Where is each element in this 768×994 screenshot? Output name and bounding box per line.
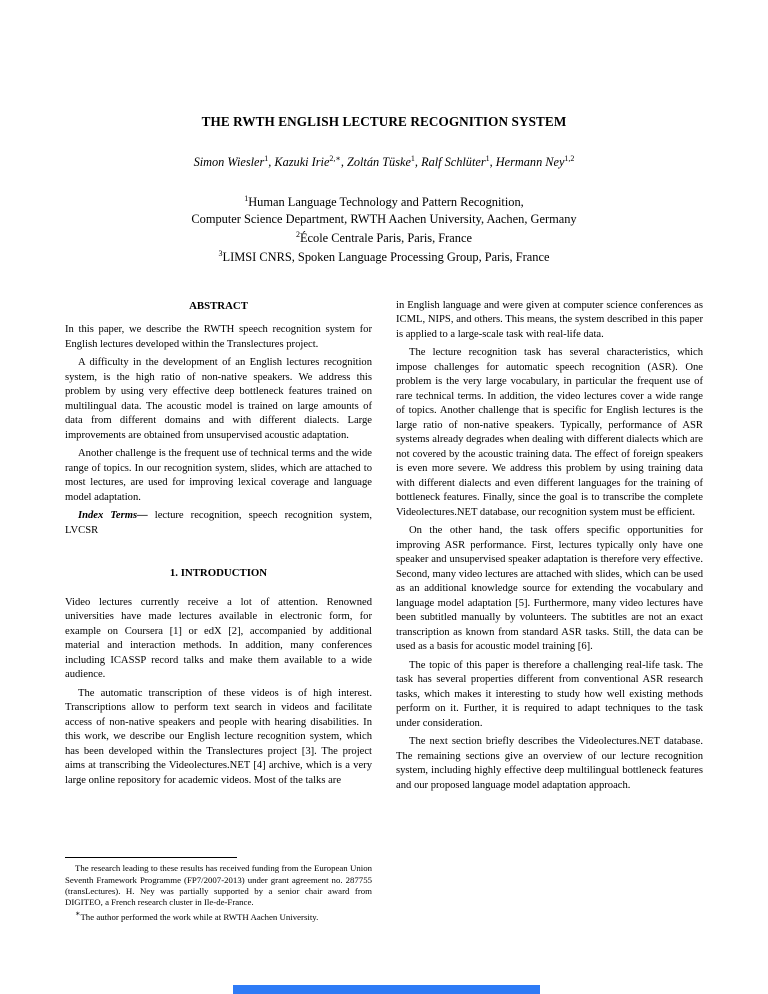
footnote-author-note: ∗The author performed the work while at RWTH Aachen University. [75, 909, 319, 923]
intro-paragraph: The automatic transcription of these videos is of high interest. Transcriptions allow to perform text search in videos and facilitate access of non-native speakers and people with hearing disabilities. In this work, we describe our English lecture recognition system, which has been developed within the Translectures project [3]. The project aims at transcribing the Videolectures.NET [4] archive, which is a very large online repository for academic videos. Most of the talks are [65, 687, 372, 786]
paper-title: THE RWTH ENGLISH LECTURE RECOGNITION SYSTEM [201, 114, 567, 129]
footnote-funding: The research leading to these results has received funding from the European Union Seventh Framework Programme (FP7/2007-2013) under grant agreement no. 287755 (transLectures). H. Ney was partially supported by a senior chair award from DIGITEO, a French research cluster in Ile-de-France. [65, 863, 372, 908]
author: Hermann Ney$^{1,2}$ [495, 154, 575, 170]
index-terms [65, 509, 372, 538]
affiliation-line: $^1$Human Language Technology and Pattern Recognition, [244, 194, 524, 210]
index-terms-label: Index Terms— [78, 510, 148, 522]
body-paragraph: The lecture recognition task has several characteristics, which impose challenges for automatic speech recognition (ASR). One problem is the very large vocabulary, in particular the frequent use of rare technical terms. In addition, the video lectures cover a wide range of topics. Another challenge that is specific for English lectures is the large ratio of non-native speakers. Typically, performance of ASR systems already degrades when dealing with different dialects which are not covered by the acoustic training data. The effect of foreign speakers is even more severe. We address this problem by using training data with different dialects and even different languages for the training of bottleneck features. Finally, since the goal is to transcribe the complete Videolectures.NET database, our recognition system must be efficient. [396, 347, 703, 518]
affiliation-line: $^3$LIMSI CNRS, Spoken Language Processing Group, Paris, France [218, 249, 550, 265]
affiliation-line: Computer Science Department, RWTH Aachen University, Aachen, Germany [191, 211, 577, 226]
footnote-rule [65, 857, 237, 858]
affiliation-line: $^2$École Centrale Paris, Paris, France [295, 229, 473, 245]
abstract-paragraph: In this paper, we describe the RWTH speech recognition system for English lectures developed within the Translectures project. [65, 324, 372, 350]
author: Ralf Schlüter$^1$, [421, 154, 496, 170]
right-column [396, 299, 703, 924]
author: Kazuki Irie$^{2,∗}$, [274, 154, 348, 170]
left-column [65, 299, 372, 924]
author: Simon Wiesler$^1$, [193, 154, 275, 170]
introduction-heading: 1. INTRODUCTION [169, 567, 268, 580]
abstract-paragraph: A difficulty in the development of an English lectures recognition system, is the high ratio of non-native speakers. We address this problem by using very effective deep bottleneck features trained on multilingual data. The acoustic model is trained on large amounts of data from different domains and with different dialects. Large improvements are obtained from unsupervised acoustic adaptation. [65, 357, 372, 441]
abstract-heading: ABSTRACT [189, 299, 248, 312]
footnote-block [65, 857, 372, 923]
bottom-scrollbar-thumb[interactable] [233, 985, 540, 994]
body-paragraph: The next section briefly describes the Videolectures.NET database. The remaining sections give an overview of our lecture recognition system, including highly effective deep multilingual bottleneck features and our proposed language model adaptation approach. [396, 736, 703, 791]
two-column-body [65, 299, 703, 924]
body-paragraph: On the other hand, the task offers specific opportunities for improving ASR performance. First, lectures typically only have one speaker and unsupervised speaker adaptation is therefore very effective. Second, many video lectures are attached with slides, which can be used as an additional knowledge source for extending the vocabulary and language model adaptation [5]. Furthermore, many video lectures have been subtitled manually by volunteers. The subtitles are not an exact transcription as known from standard ASR tasks. Still, the data can be used as a basis for acoustic model training [6]. [396, 525, 703, 653]
index-terms-text: lecture recognition, speech recognition system, LVCSR [65, 510, 372, 536]
intro-paragraph: Video lectures currently receive a lot of attention. Renowned universities have made lectures available in electronic form, for example on Coursera [1] or edX [2], accompanied by additional material and interaction methods. In addition, many conferences including ICASSP record talks and make them available to a wide audience. [65, 596, 372, 681]
abstract-paragraph: Another challenge is the frequent use of technical terms and the wide range of topics. In our recognition system, slides, which are attached to most lectures, are used for improving lexical coverage and language model adaptation. [65, 448, 372, 503]
author: Zoltán Tüske$^1$, [347, 154, 422, 170]
body-paragraph: The topic of this paper is therefore a challenging real-life task. The task has several properties different from conventional ASR research tasks, which makes it interesting to study how well existing methods perform on it. Further, it is required to adapt techniques to the task under consideration. [396, 659, 703, 729]
author-line [0, 154, 768, 170]
body-paragraph: in English language and were given at computer science conferences as ICML, NIPS, and others. This means, the system described in this paper is applied to a large-scale task with real-life data. [396, 299, 703, 340]
affiliations-block [0, 191, 768, 266]
